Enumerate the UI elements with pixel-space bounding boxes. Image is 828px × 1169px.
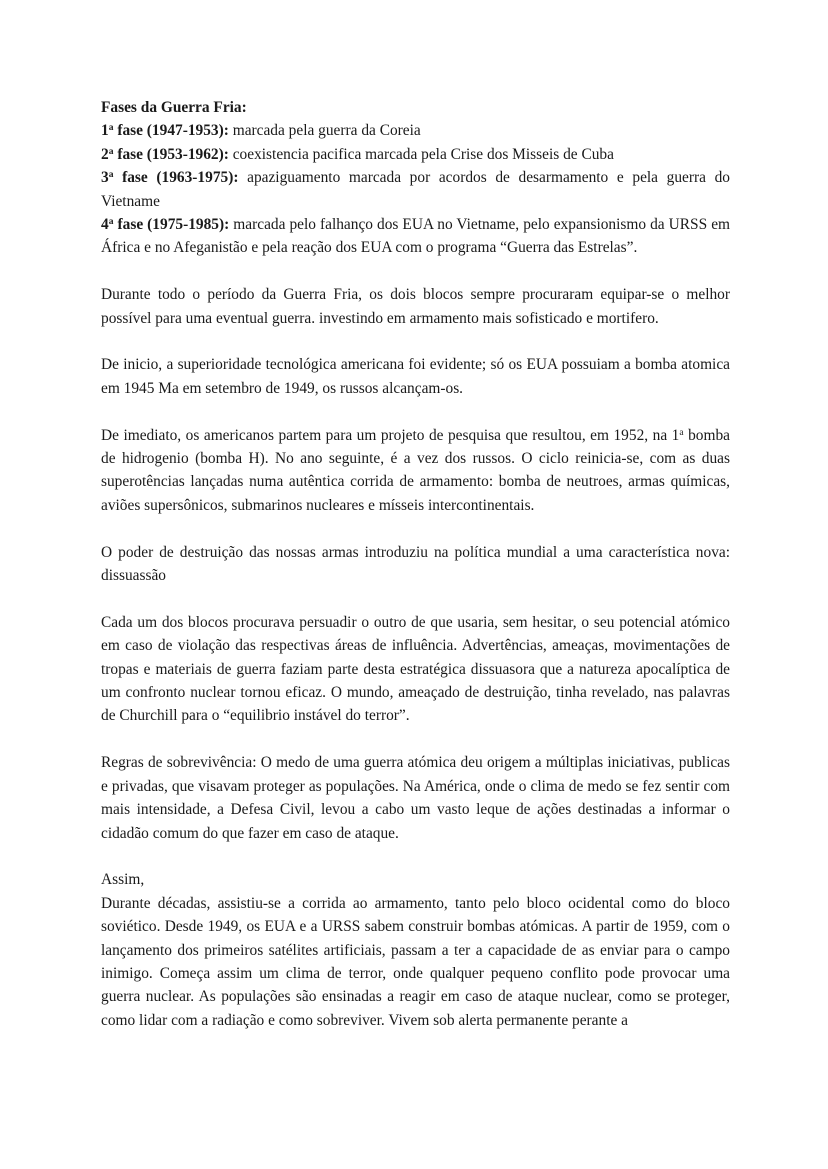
phase-text: coexistencia pacifica marcada pela Crise dos Misseis de Cuba bbox=[228, 145, 614, 163]
phase-dates: fase (1963-1975): bbox=[113, 169, 239, 187]
ordinal-mark: a bbox=[108, 122, 114, 134]
paragraph-arms-equipment: Durante todo o período da Guerra Fria, os dois blocos sempre procuraram equipar-se o melhor possível para uma eventual guerra. investindo em armamento mais sofisticado e mortifero. bbox=[101, 286, 730, 327]
phase-label bbox=[101, 146, 229, 163]
phase-dates: fase (1953-1962): bbox=[113, 145, 229, 163]
phase-label bbox=[101, 169, 238, 186]
ordinal-mark: a bbox=[679, 426, 684, 438]
phase-label bbox=[101, 216, 229, 233]
paragraph-survival-rules: Regras de sobrevivência: O medo de uma guerra atómica deu origem a múltiplas iniciativas, publicas e privadas, que visavam proteger as populações. Na América, onde o clima de medo se fez sentir com mais intensidade, a Defesa Civil, levou a cabo um vasto leque de ações destinadas a informar o cidadão comum do que fazer em caso de ataque. bbox=[101, 754, 730, 842]
phase-text: marcada pelo falhanço dos EUA no Vietname, pelo expansionismo da URSS em África e no Afeganistão e pela reação dos EUA com o programa “Guerra das Estrelas”. bbox=[101, 216, 731, 257]
phase-label bbox=[101, 122, 229, 139]
phase-text: apaziguamento marcada por acordos de desarmamento e pela guerra do Vietname bbox=[101, 169, 730, 210]
phase-number: 1 bbox=[101, 122, 109, 140]
paragraph-tech-superiority: De inicio, a superioridade tecnológica americana foi evidente; só os EUA possuiam a bomba atomica em 1945 Ma em setembro de 1949, os russos alcançam-os. bbox=[101, 356, 730, 397]
paragraph-persuasion: Cada um dos blocos procurava persuadir o outro de que usaria, sem hesitar, o seu potencial atómico em caso de violação das respectivas áreas de influência. Advertências, ameaças, movimentações de tropas e materiais de guerra faziam parte desta estratégica dissuasora que a natureza apocalíptica de um confronto nuclear tornou eficaz. O mundo, ameaçado de destruição, tinha revelado, nas palavras de Churchill para o “equilibrio instável do terror”. bbox=[101, 613, 730, 725]
paragraph-text: De imediato, os americanos partem para um projeto de pesquisa que resultou, em 1952, na 1 bbox=[101, 426, 680, 444]
paragraph-deterrence: O poder de destruição das nossas armas introduziu na política mundial a uma característica nova: dissuassão bbox=[101, 543, 730, 585]
phase-1 bbox=[101, 119, 730, 142]
phase-dates: fase (1975-1985): bbox=[113, 216, 230, 234]
phase-dates: fase (1947-1953): bbox=[113, 122, 229, 140]
phase-text: marcada pela guerra da Coreia bbox=[228, 122, 421, 140]
phase-number: 2 bbox=[101, 145, 109, 163]
phase-4 bbox=[101, 213, 730, 260]
paragraph-text: bomba de hidrogenio (bomba H). No ano seguinte, é a vez dos russos. O ciclo reinicia-se, com as duas superotências lançadas numa autêntica corrida de armamento: bomba de neutroes, armas químicas, aviões supersônicos, submarinos nucleares e mísseis intercontinentais. bbox=[101, 426, 730, 514]
document-heading: Fases da Guerra Fria: bbox=[101, 99, 247, 116]
paragraph-hydrogen-bomb bbox=[101, 424, 730, 518]
document-page bbox=[101, 96, 730, 1032]
phase-number: 4 bbox=[101, 216, 109, 234]
phase-2 bbox=[101, 143, 730, 166]
phase-number: 3 bbox=[101, 169, 109, 187]
phase-3 bbox=[101, 166, 730, 213]
ordinal-mark: a bbox=[108, 215, 114, 227]
paragraph-intro: Assim, bbox=[101, 871, 145, 889]
paragraph-arms-race: Durante décadas, assistiu-se a corrida ao armamento, tanto pelo bloco ocidental como do bloco soviético. Desde 1949, os EUA e a URSS sabem construir bombas atómicas. A partir de 1959, com o lançamento dos primeiros satélites artificiais, passam a ter a capacidade de as enviar para o campo inimigo. Começa assim um clima de terror, onde qualquer pequeno conflito pode provocar uma guerra nuclear. As populações são ensinadas a reagir em caso de ataque nuclear, como se proteger, como lidar com a radiação e como sobreviver. Vivem sob alerta permanente perante a bbox=[101, 894, 730, 1029]
ordinal-mark: a bbox=[108, 145, 114, 157]
ordinal-mark: a bbox=[108, 168, 114, 180]
